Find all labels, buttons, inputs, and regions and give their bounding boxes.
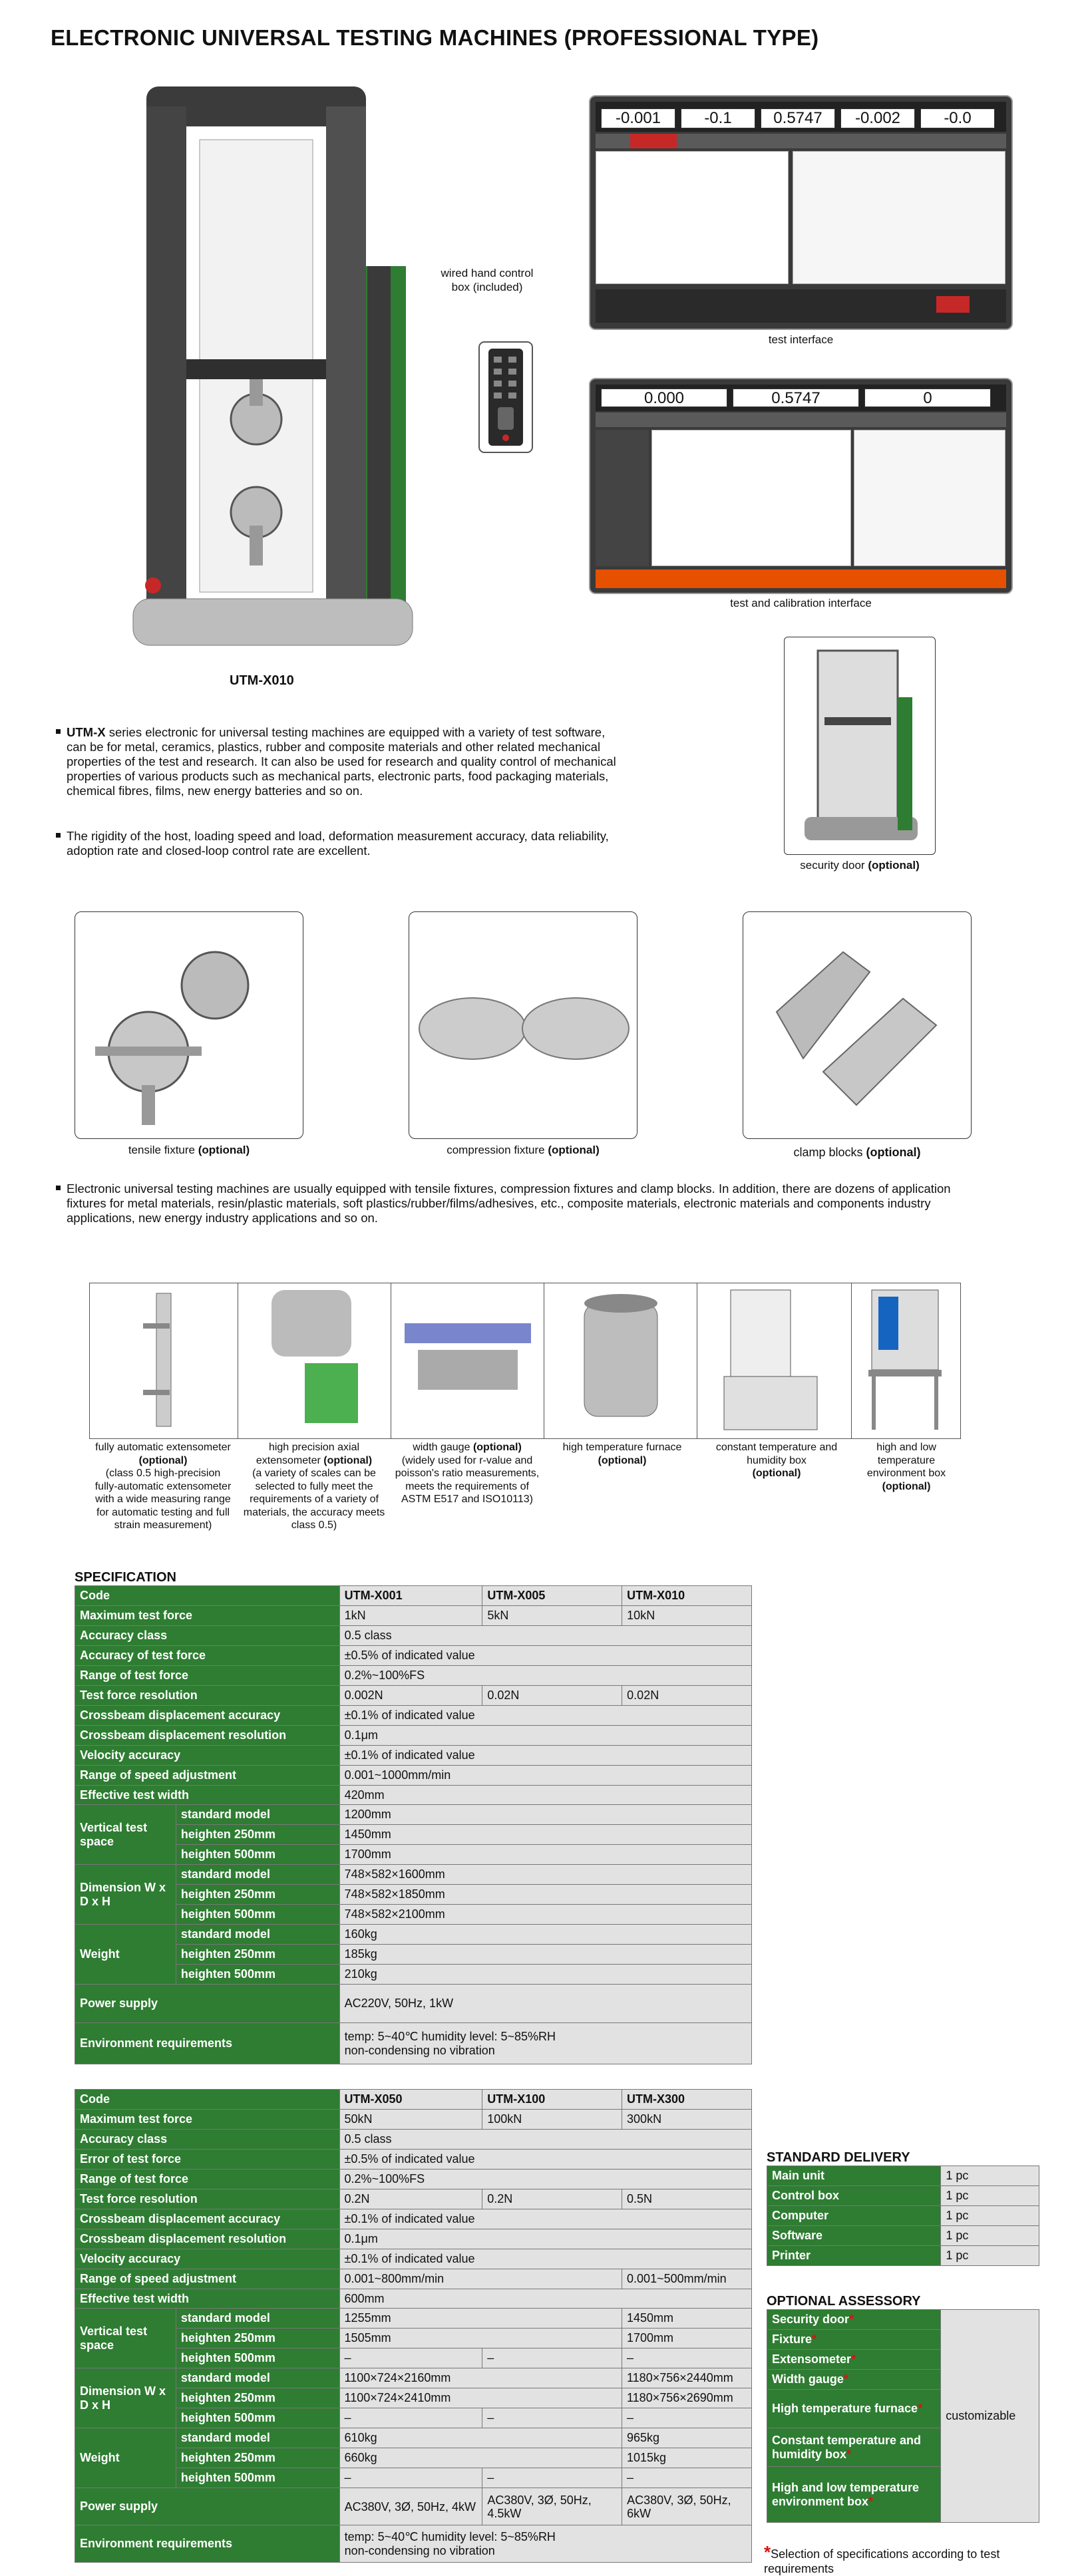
- standard-delivery-table: Main unit 1 pc Control box 1 pc Computer 1 pc Software 1 pc Printer 1 pc: [767, 2166, 1039, 2266]
- bullet-2: The rigidity of the host, loading speed and load, deformation measurement accuracy, data reliability, adoption rate and closed-loop control rate are excellent.: [67, 829, 619, 858]
- spec-table-2-groups: Vertical test space standard model 1255mm 1450mm heighten 250mm 1505mm 1700mm heighten 500mm – – – Dimension W x D x H standard model 1100×724×2160mm 1180×756×2440mm heighten 250mm 1100×724×2410mm 1180×756×2690mm heighten 500mm – – – Weight standard model 610kg 965kg heighten 250mm 660kg 1015kg heighten 500mm – – –: [75, 2308, 752, 2488]
- selection-note: *Selection of specifications according to test requirements: [764, 2542, 1000, 2575]
- accessory-caption-2: high precision axial extensometer (optional) (a variety of scales can be selected to fully meet the requirements of a variety of materials, the accuracy meets class 0.5): [243, 1442, 385, 1531]
- test-interface-caption: test interface: [768, 333, 834, 346]
- optional-accessory-table: Security door* customizable Fixture* Extensometer* Width gauge* High temperature furnace* Constant temperature and humidity box* High and low temperature environment box*: [767, 2309, 1039, 2523]
- fixture-note: Electronic universal testing machines are usually equipped with tensile fixtures, compression fixtures and clamp blocks. In addition, there are dozens of application fixtures for metal materials, resin/plastic materials, soft plastics/rubber/films/adhesives, etc., composite materials, electronic materials and components industry applications, new energy industry applications and so on.: [67, 1182, 958, 1225]
- spec-table-1: Code UTM-X001 UTM-X005 UTM-X010 Maximum test force 1kN 5kN 10kN Accuracy class 0.5 class Accuracy of test force ±0.5% of indicated value Range of test force 0.2%~100%FS Test force resolution 0.002N 0.02N 0.02N Crossbeam displacement accuracy ±0.1% of indicated value Crossbeam displacement resolution 0.1μm Velocity accuracy ±0.1% of indicated value Range of speed adjustment 0.001~1000mm/min Effective test width 420mm: [75, 1585, 752, 1806]
- spec-table-2-footer: Power supply AC380V, 3Ø, 50Hz, 4kW AC380V, 3Ø, 50Hz, 4.5kW AC380V, 3Ø, 50Hz, 6kW Environment requirements temp: 5~40℃ humidity level: 5~85%RH non-condensing no vibration: [75, 2488, 752, 2563]
- page-title: ELECTRONIC UNIVERSAL TESTING MACHINES (PROFESSIONAL TYPE): [51, 25, 819, 50]
- readout-4: -0.002: [840, 108, 915, 128]
- compression-fixture-image: [409, 911, 637, 1139]
- readout-5: -0.0: [920, 108, 995, 128]
- clamp-blocks-image: [743, 911, 972, 1139]
- machine-model: UTM-X010: [230, 673, 294, 688]
- accessory-caption-6: high and low temperature environment box (optional): [866, 1442, 946, 1492]
- calibration-interface-screenshot: [589, 378, 1013, 594]
- readout-2: -0.1: [681, 108, 755, 128]
- calibration-interface-caption: test and calibration interface: [730, 597, 872, 609]
- tensile-fixture-caption: tensile fixture (optional): [128, 1144, 250, 1156]
- hand-control-caption: wired hand control box (included): [441, 267, 534, 293]
- hand-control-box-image: [478, 341, 534, 454]
- cal-readout-1: 0.000: [601, 389, 727, 407]
- accessory-caption-5: constant temperature and humidity box (optional): [715, 1442, 838, 1479]
- accessory-caption-4: high temperature furnace (optional): [562, 1442, 682, 1466]
- accessories-images: [89, 1283, 961, 1439]
- spec-table-1-groups: Vertical test space standard model 1200mm heighten 250mm 1450mm heighten 500mm 1700mm Dimension W x D x H standard model 748×582×1600mm heighten 250mm 748×582×1850mm heighten 500mm 748×582×2100mm Weight standard model 160kg heighten 250mm 185kg heighten 500mm 210kg: [75, 1804, 752, 1985]
- security-door-image: [784, 637, 936, 855]
- cal-readout-2: 0.5747: [733, 389, 859, 407]
- clamp-blocks-caption: clamp blocks (optional): [793, 1146, 921, 1159]
- bullet-1: UTM-X series electronic for universal testing machines are equipped with a variety of test software, can be for metal, ceramics, plastics, rubber and composite materials and other related mechanical properties of the test and research. It can also be used for research and quality control of mechanical properties of various products such as mechanical parts, electronic parts, food packaging materials, chemical fibres, films, new energy batteries and so on.: [67, 725, 619, 798]
- readout-3: 0.5747: [761, 108, 835, 128]
- cal-readout-3: 0: [864, 389, 991, 407]
- spec-table-1-footer: Power supply AC220V, 50Hz, 1kW Environment requirements temp: 5~40℃ humidity level: 5~85%RH non-condensing no vibration: [75, 1984, 752, 2064]
- specification-heading: SPECIFICATION: [75, 1570, 176, 1585]
- optional-accessory-heading: OPTIONAL ASSESSORY: [767, 2294, 921, 2309]
- accessory-caption-1: fully automatic extensometer (optional) (class 0.5 high-precision fully-automatic extensometer with a wide measuring range for automatic testing and full strain measurement): [94, 1442, 232, 1531]
- spec-table-2: Code UTM-X050 UTM-X100 UTM-X300 Maximum test force 50kN 100kN 300kN Accuracy class 0.5 class Error of test force ±0.5% of indicated value Range of test force 0.2%~100%FS Test force resolution 0.2N 0.2N 0.5N Crossbeam displacement accuracy ±0.1% of indicated value Crossbeam displacement resolution 0.1μm Velocity accuracy ±0.1% of indicated value Range of speed adjustment 0.001~800mm/min 0.001~500mm/min Effective test width 600mm: [75, 2089, 752, 2309]
- accessory-caption-3: width gauge (optional) (widely used for r-value and poisson's ratio measurements, meets the requirements of ASTM E517 and ISO10113): [395, 1442, 540, 1505]
- readout-1: -0.001: [601, 108, 675, 128]
- tensile-fixture-image: [75, 911, 303, 1139]
- standard-delivery-heading: STANDARD DELIVERY: [767, 2150, 910, 2165]
- compression-fixture-caption: compression fixture (optional): [447, 1144, 600, 1156]
- security-door-caption: security door (optional): [800, 859, 920, 872]
- testing-machine-image: [133, 86, 413, 659]
- test-interface-screenshot: [589, 95, 1013, 330]
